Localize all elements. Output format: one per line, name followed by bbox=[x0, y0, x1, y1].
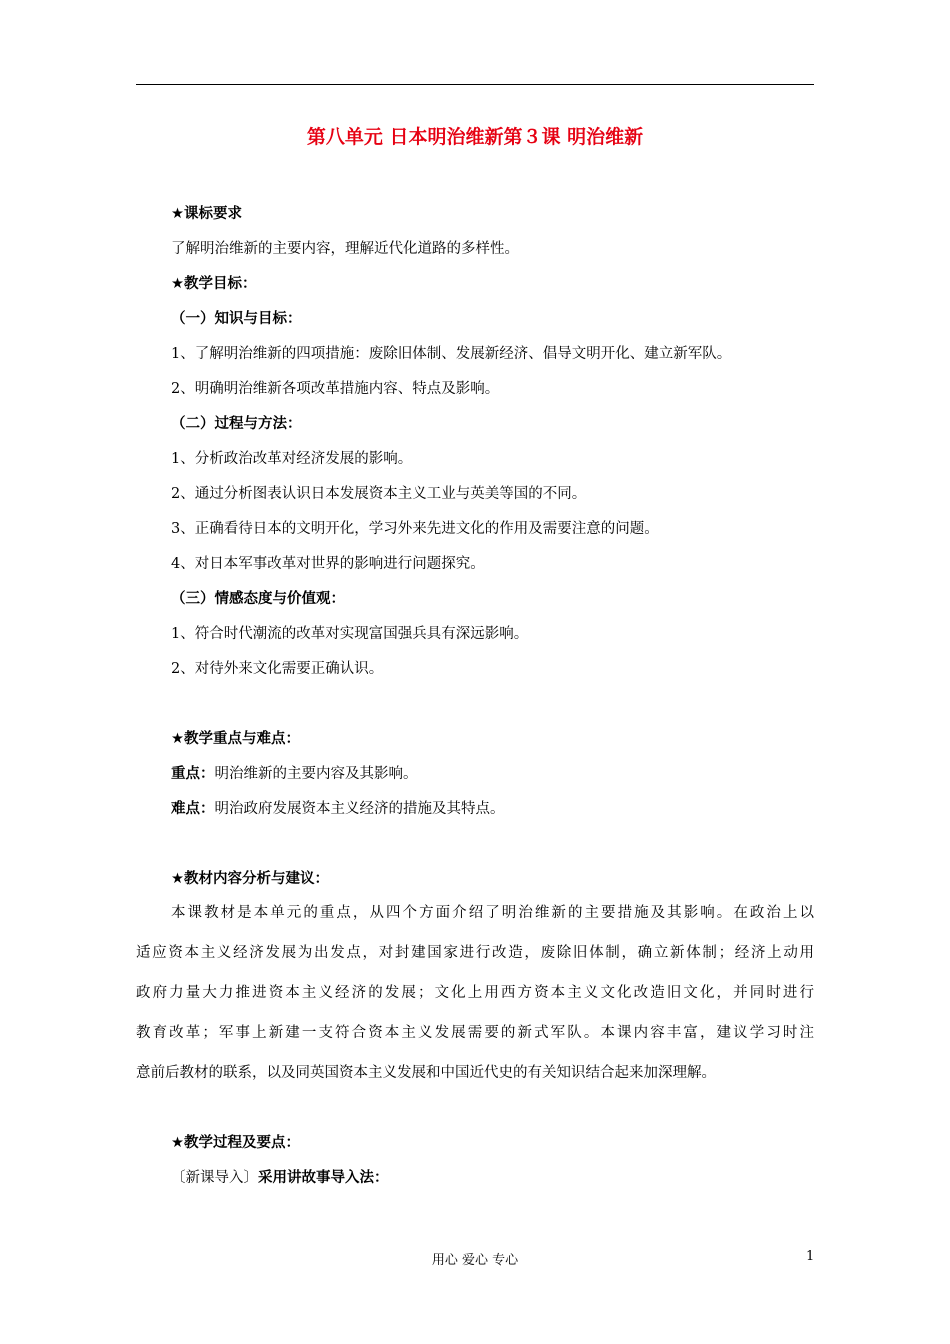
intro-line bbox=[171, 1168, 389, 1188]
paragraph-line: 意前后教材的联系，以及同英国资本主义发展和中国近代史的有关知识结合起来加深理解。 bbox=[136, 1065, 716, 1081]
list-item: 2、对待外来文化需要正确认识。 bbox=[171, 661, 384, 677]
goal2-heading: （二）过程与方法： bbox=[171, 416, 302, 432]
header-rule bbox=[136, 84, 814, 85]
list-item: 1、符合时代潮流的改革对实现富国强兵具有深远影响。 bbox=[171, 626, 529, 642]
key-label: 重点： bbox=[171, 766, 215, 782]
key-point bbox=[171, 764, 418, 784]
goal3-heading: （三）情感态度与价值观： bbox=[171, 591, 345, 607]
paragraph-line: 政府力量大力推进资本主义经济的发展；文化上用西方资本主义文化改造旧文化，并同时进行 bbox=[136, 985, 814, 1001]
paragraph-line: 本课教材是本单元的重点，从四个方面介绍了明治维新的主要措施及其影响。在政治上以 bbox=[171, 905, 814, 921]
curriculum-text: 了解明治维新的主要内容，理解近代化道路的多样性。 bbox=[171, 241, 519, 257]
difficult-point bbox=[171, 799, 505, 819]
footer-motto: 用心 爱心 专心 bbox=[431, 1253, 519, 1268]
list-item: 3、正确看待日本的文明开化，学习外来先进文化的作用及需要注意的问题。 bbox=[171, 521, 659, 537]
process-heading: ★教学过程及要点： bbox=[171, 1135, 300, 1151]
difficult-text: 明治政府发展资本主义经济的措施及其特点。 bbox=[214, 801, 505, 817]
key-text: 明治维新的主要内容及其影响。 bbox=[214, 766, 418, 782]
list-item: 1、了解明治维新的四项措施：废除旧体制、发展新经济、倡导文明开化、建立新军队。 bbox=[171, 346, 732, 362]
goal1-heading: （一）知识与目标： bbox=[171, 311, 302, 327]
goals-heading: ★教学目标： bbox=[171, 276, 257, 292]
curriculum-heading: ★课标要求 bbox=[171, 206, 242, 222]
list-item: 2、明确明治维新各项改革措施内容、特点及影响。 bbox=[171, 381, 500, 397]
page-title: 第八单元 日本明治维新第３课 明治维新 bbox=[306, 126, 644, 148]
keypoints-heading: ★教学重点与难点： bbox=[171, 731, 300, 747]
intro-label: 〔新课导入〕 bbox=[171, 1170, 258, 1186]
paragraph-line: 教育改革；军事上新建一支符合资本主义发展需要的新式军队。本课内容丰富，建议学习时注 bbox=[136, 1025, 814, 1041]
difficult-label: 难点： bbox=[171, 801, 215, 817]
list-item: 4、对日本军事改革对世界的影响进行问题探究。 bbox=[171, 556, 485, 572]
list-item: 2、通过分析图表认识日本发展资本主义工业与英美等国的不同。 bbox=[171, 486, 587, 502]
paragraph-line: 适应资本主义经济发展为出发点，对封建国家进行改造，废除旧体制，确立新体制；经济上动用 bbox=[136, 945, 814, 961]
list-item: 1、分析政治改革对经济发展的影响。 bbox=[171, 451, 413, 467]
page-number: 1 bbox=[806, 1249, 815, 1264]
intro-text: 采用讲故事导入法： bbox=[258, 1170, 389, 1186]
analysis-heading: ★教材内容分析与建议： bbox=[171, 871, 329, 887]
